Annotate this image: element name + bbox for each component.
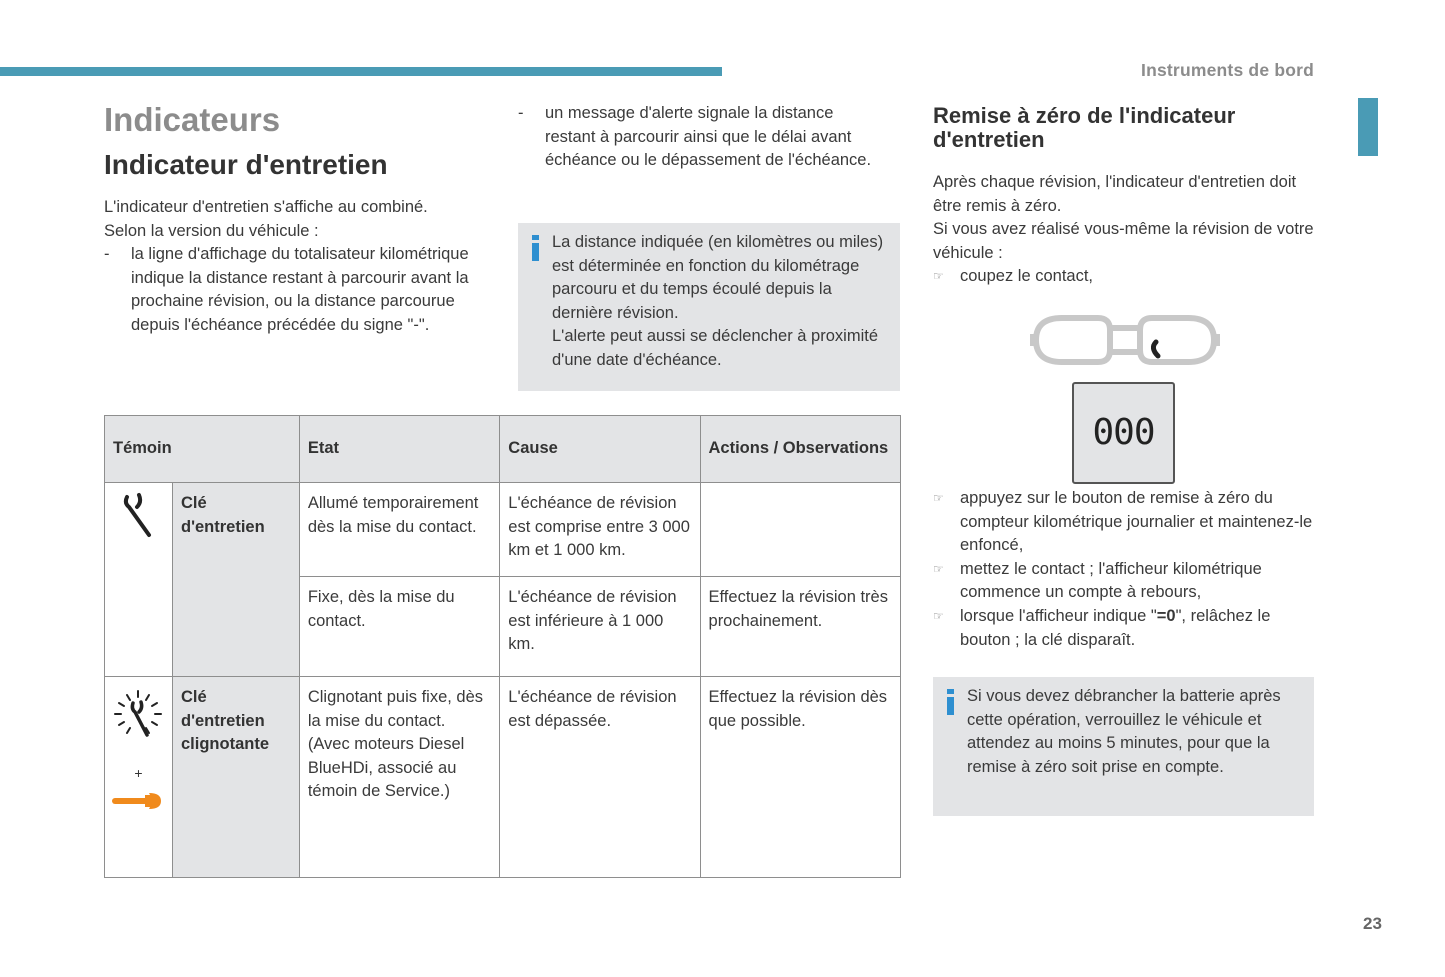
reset-para: Après chaque révision, l'indicateur d'entretien doit être remis à zéro. [933, 173, 1297, 215]
indicator-icon-cell [105, 677, 173, 878]
cell-etat: Allumé temporairement dès la mise du contact. [299, 483, 499, 577]
column-header-actions: Actions / Observations [700, 416, 900, 483]
step-text: coupez le contact, [960, 267, 1093, 286]
step-text: mettez le contact ; l'afficheur kilométrique commence un compte à rebours, [960, 559, 1262, 602]
info-text: La distance indiquée (en kilomètres ou miles) est déterminée en fonction du kilométrage parcouru et du temps écoulé depuis la dernière révision. [552, 233, 884, 322]
cell-cause: L'échéance de révision est inférieure à 1 000 km. [500, 577, 700, 677]
wrench-icon [105, 483, 172, 543]
list-item [104, 243, 474, 337]
indicator-name: Clé d'entretien clignotante [173, 677, 300, 878]
page-heading: Indicateurs [104, 101, 281, 138]
step-text: appuyez sur le bouton de remise à zéro du compteur kilométrique journalier et maintenez-le enfoncé, [960, 489, 1313, 555]
cell-actions: Effectuez la révision très prochainement. [700, 577, 900, 677]
pointing-hand-icon: ☞ [933, 561, 944, 576]
indicator-icon-cell [105, 483, 173, 677]
indicator-name: Clé d'entretien [173, 483, 300, 677]
intro-list [104, 243, 474, 337]
info-icon [530, 235, 540, 261]
intro-line: Selon la version du véhicule : [104, 221, 319, 240]
pointing-hand-icon: ☞ [933, 269, 944, 284]
middle-list [518, 102, 878, 173]
odometer-display [1072, 382, 1175, 484]
flashing-wrench-icon [105, 677, 172, 757]
instrument-cluster-illustration [1028, 312, 1222, 368]
reset-intro [933, 171, 1318, 289]
table-row [105, 677, 901, 878]
reset-heading: Remise à zéro de l'indicateur d'entretien [933, 103, 1236, 152]
pointing-hand-icon: ☞ [933, 491, 944, 505]
dash-bullet: - [104, 245, 110, 264]
step-item [933, 487, 1318, 558]
dash-bullet: - [518, 104, 524, 122]
cell-etat: Clignotant puis fixe, dès la mise du contact. (Avec moteurs Diesel BlueHDi, associé au témoin de Service.) [299, 677, 499, 878]
page-number: 23 [1363, 914, 1382, 933]
section-title: Instruments de bord [1141, 60, 1314, 80]
info-box-distance [518, 223, 900, 391]
table-row [105, 483, 901, 577]
column-header-cause: Cause [500, 416, 700, 483]
cell-cause: L'échéance de révision est comprise entre 3 000 km et 1 000 km. [500, 483, 700, 577]
cell-actions [700, 483, 900, 577]
reset-steps-before [933, 265, 1318, 289]
service-wrench-icon [105, 781, 172, 821]
reset-steps-after [933, 487, 1318, 652]
info-text: L'alerte peut aussi se déclencher à proximité d'une date d'échéance. [552, 327, 878, 369]
cell-cause: L'échéance de révision est dépassée. [500, 677, 700, 878]
info-text: Si vous devez débrancher la batterie après cette opération, verrouillez le véhicule et attendez au moins 5 minutes, pour que la remise à zéro soit prise en compte. [967, 687, 1281, 776]
info-box-battery [933, 677, 1314, 816]
cell-actions: Effectuez la révision dès que possible. [700, 677, 900, 878]
middle-text [518, 102, 878, 173]
pointing-hand-icon: ☞ [933, 608, 944, 623]
plus-sign: + [134, 764, 143, 781]
reset-steps [933, 487, 1318, 652]
section-heading: Indicateur d'entretien [104, 149, 388, 180]
step-item [933, 558, 1318, 605]
header-accent-bar [0, 67, 722, 76]
warning-lights-table [104, 415, 901, 878]
column-header-etat: Etat [299, 416, 499, 483]
table-header-row [105, 416, 901, 483]
intro-text [104, 196, 474, 338]
step-text: lorsque l'afficheur indique "=0", relâchez le bouton ; la clé disparaît. [960, 606, 1271, 649]
info-icon [945, 689, 955, 715]
reset-para: Si vous avez réalisé vous-même la révision de votre véhicule : [933, 220, 1314, 262]
chapter-number-glyph [1358, 98, 1378, 156]
cell-etat: Fixe, dès la mise du contact. [299, 577, 499, 677]
list-item [518, 102, 878, 173]
step-item [933, 265, 1318, 289]
list-item-text: un message d'alerte signale la distance restant à parcourir ainsi que le délai avant échéance ou le dépassement de l'échéance. [545, 104, 872, 170]
list-item-text: la ligne d'affichage du totalisateur kilométrique indique la distance restant à parcourir avant la prochaine révision, ou la distance parcourue depuis l'échéance précédée du signe "-". [131, 245, 469, 334]
display-value: 000 [1092, 412, 1155, 454]
step-item [933, 605, 1318, 652]
column-header-temoin: Témoin [105, 416, 300, 483]
intro-line: L'indicateur d'entretien s'affiche au combiné. [104, 198, 428, 216]
